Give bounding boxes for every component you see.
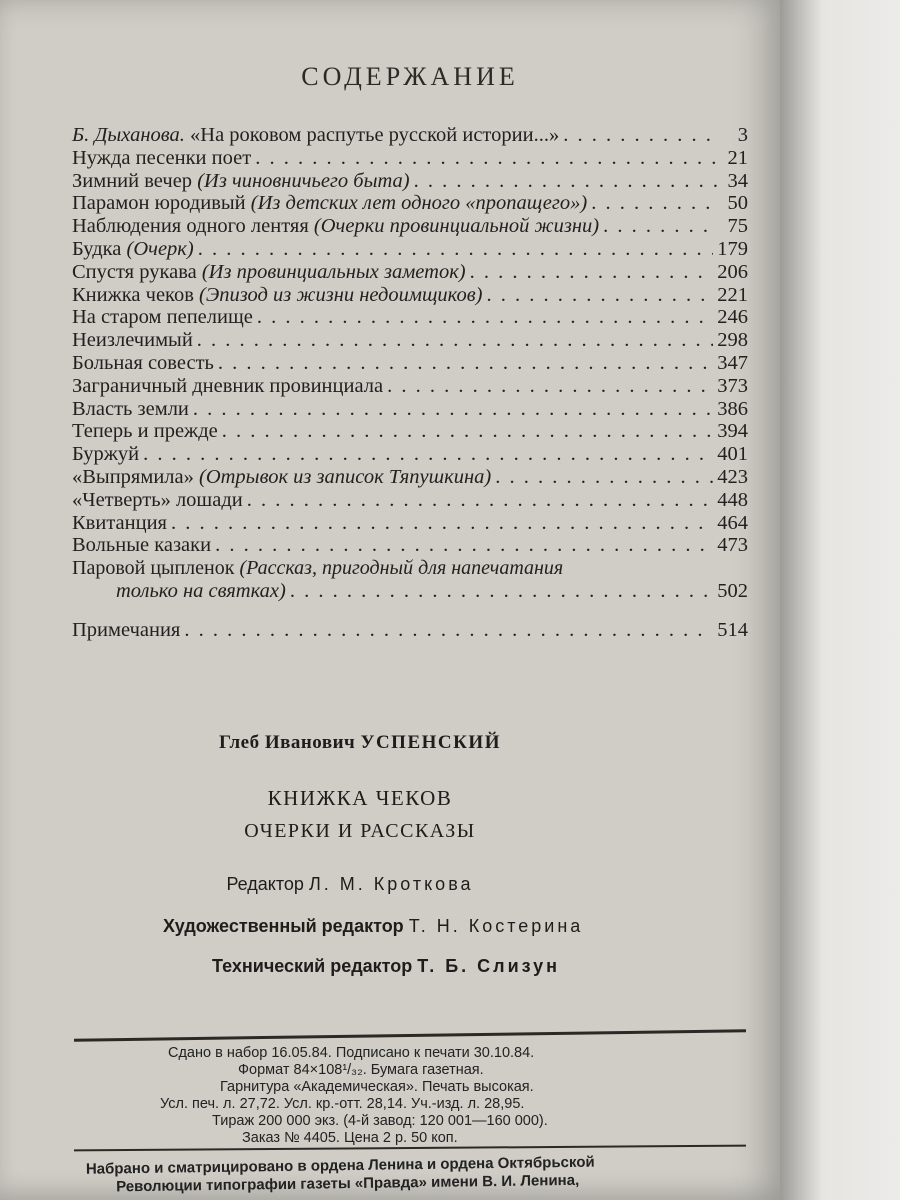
toc-entry-page: 3 <box>737 124 748 146</box>
toc-entry-title: Власть земли <box>72 397 189 420</box>
toc-entry-page: 373 <box>717 374 748 397</box>
dot-leader <box>193 398 713 421</box>
toc-entry-title: Вольные казаки <box>72 534 212 557</box>
toc-entry-page: 246 <box>717 306 748 329</box>
toc-entry <box>72 284 748 307</box>
toc-entry-page: 298 <box>717 329 748 352</box>
toc-entry-title: Квитанция <box>72 511 167 534</box>
toc-entry <box>72 420 748 443</box>
toc-entry <box>72 375 748 398</box>
editor-name: Л. М. Кроткова <box>308 874 474 894</box>
toc-heading: СОДЕРЖАНИЕ <box>301 62 519 91</box>
toc-entry <box>72 398 748 421</box>
dot-leader <box>198 238 714 261</box>
dot-leader <box>215 534 713 557</box>
dot-leader <box>247 489 714 512</box>
toc-entry-page: 464 <box>717 511 748 534</box>
printer-line: Революции типографии газеты «Правда» имени В. И. Ленина, <box>116 1171 580 1196</box>
toc-entry-page: 206 <box>717 260 748 283</box>
editor-credit <box>0 874 740 895</box>
dot-leader <box>222 420 714 443</box>
book-subtitle: ОЧЕРКИ И РАССКАЗЫ <box>244 820 476 842</box>
toc-entry-subtitle: (Очерки провинциальной жизни) <box>313 215 600 238</box>
toc-entry-title: Заграничный дневник провинциала <box>72 374 384 397</box>
colophon-line: Гарнитура «Академическая». Печать высокая. <box>220 1079 534 1095</box>
author-name <box>0 732 750 754</box>
table-of-contents <box>72 124 748 642</box>
dot-leader <box>414 170 718 193</box>
toc-entry-subtitle: (Из провинциальных заметок) <box>201 260 466 283</box>
toc-entry-page: 423 <box>717 465 748 488</box>
toc-entry-title: Примечания <box>72 618 181 641</box>
toc-entry <box>72 557 748 580</box>
toc-entry-continuation <box>72 580 748 603</box>
toc-entry <box>72 147 748 170</box>
toc-entry-title: Нужда песенки поет <box>72 146 252 169</box>
toc-entry-page: 75 <box>727 215 748 238</box>
colophon-line: Заказ № 4405. Цена 2 р. 50 коп. <box>242 1130 458 1146</box>
divider-rule <box>74 1029 746 1041</box>
toc-entry-title: Будка <box>72 237 127 260</box>
toc-entry-subtitle: (Из чиновничьего быта) <box>197 169 410 192</box>
toc-entry-page: 386 <box>717 397 748 420</box>
toc-entry <box>72 466 748 489</box>
author-first-name: Глеб Иванович <box>219 732 356 753</box>
colophon-line: Формат 84×108¹/₃₂. Бумага газетная. <box>238 1062 484 1078</box>
editor-label: Редактор <box>226 874 304 894</box>
toc-entry <box>72 352 748 375</box>
background-surface <box>780 0 900 1200</box>
toc-entry-title: Неизлечимый <box>72 329 193 352</box>
toc-entry-title: Больная совесть <box>72 351 214 374</box>
toc-entry-title: «Выпрямила» <box>72 465 199 488</box>
colophon <box>120 1045 720 1147</box>
toc-entry-title: «Четверть» лошади <box>72 488 243 511</box>
toc-entry-title: Парамон юродивый <box>72 192 251 215</box>
toc-entry-title: На старом пепелище <box>72 306 253 329</box>
book-title: КНИЖКА ЧЕКОВ <box>267 786 453 810</box>
toc-entry-notes <box>72 619 748 642</box>
dot-leader <box>171 512 713 535</box>
toc-entry-subtitle: «На роковом распутье русской истории...» <box>184 124 560 146</box>
toc-entry-page: 347 <box>717 351 748 374</box>
dot-leader <box>387 375 713 398</box>
tech-editor-label: Технический редактор <box>212 956 413 976</box>
art-editor-name: Т. Н. Костерина <box>408 916 584 936</box>
toc-entry-title: Буржуй <box>72 443 140 466</box>
toc-entry-page: 221 <box>717 283 748 306</box>
toc-entry-title: Паровой цыпленок <box>72 557 240 580</box>
dot-leader <box>495 466 713 489</box>
colophon-line: Сдано в набор 16.05.84. Подписано к печати 30.10.84. <box>168 1045 535 1061</box>
toc-entry <box>72 489 748 512</box>
art-editor-label: Художественный редактор <box>163 916 404 936</box>
dot-leader <box>143 443 713 466</box>
dot-leader <box>486 284 713 307</box>
toc-entry <box>72 238 748 261</box>
art-editor-credit <box>25 916 900 937</box>
toc-entry-subtitle: (Рассказ, пригодный для напечатания <box>239 557 564 580</box>
toc-entry-page: 394 <box>717 420 748 443</box>
toc-entry-page: 34 <box>727 169 748 192</box>
toc-entry-page: 179 <box>717 237 748 260</box>
toc-entry-page: 502 <box>717 579 748 602</box>
toc-entry <box>72 534 748 557</box>
toc-entry-title: Спустя рукава <box>72 260 202 283</box>
toc-entry <box>72 306 748 329</box>
toc-entry <box>72 512 748 535</box>
toc-entry-title: Наблюдения одного лентяя <box>72 215 314 238</box>
toc-entry <box>72 215 748 238</box>
printer-credit <box>86 1151 766 1196</box>
toc-entry-title: Теперь и прежде <box>72 420 218 443</box>
dot-leader <box>197 329 713 352</box>
toc-entry-subtitle: (Очерк) <box>126 237 194 260</box>
toc-entry-page: 21 <box>727 146 748 169</box>
dot-leader <box>184 619 713 642</box>
toc-entry-page: 473 <box>717 534 748 557</box>
toc-entry <box>72 192 748 215</box>
toc-entry-subtitle: (Эпизод из жизни недоимщиков) <box>199 283 483 306</box>
dot-leader <box>255 147 718 170</box>
author-surname: УСПЕНСКИЙ <box>360 732 501 753</box>
toc-entry <box>72 443 748 466</box>
dot-leader <box>290 580 713 603</box>
dot-leader <box>257 306 713 329</box>
toc-entry-title: Зимний вечер <box>72 169 198 192</box>
colophon-line: Усл. печ. л. 27,72. Усл. кр.-отт. 28,14. Уч.-изд. л. 28,95. <box>160 1096 525 1112</box>
printer-line: Набрано и сматрицировано в ордена Ленина и ордена Октябрьской <box>85 1153 595 1178</box>
colophon-line: Тираж 200 000 экз. (4-й завод: 120 001—160 000). <box>212 1113 548 1129</box>
dot-leader <box>470 261 714 284</box>
toc-entry-page: 50 <box>727 192 748 215</box>
toc-entry <box>72 329 748 352</box>
toc-entry-page: 448 <box>717 488 748 511</box>
toc-entry <box>72 124 748 147</box>
toc-entry-title: Книжка чеков <box>72 283 200 306</box>
tech-editor-name: Т. Б. Слизун <box>417 956 561 976</box>
toc-entry-subtitle: (Из детских лет одного «пропащего») <box>250 192 588 215</box>
toc-entry <box>72 170 748 193</box>
toc-entry-page: 401 <box>717 443 748 466</box>
toc-entry-page: 514 <box>717 618 748 641</box>
toc-entry-subtitle: только на святках) <box>116 579 286 602</box>
tech-editor-credit <box>0 956 900 977</box>
toc-entry <box>72 261 748 284</box>
dot-leader <box>563 124 718 147</box>
dot-leader <box>218 352 713 375</box>
toc-entry-title: Б. Дыханова. <box>72 124 185 146</box>
toc-entry-subtitle: (Отрывок из записок Тяпушкина) <box>199 465 492 488</box>
dot-leader <box>603 215 718 238</box>
dot-leader <box>591 192 718 215</box>
